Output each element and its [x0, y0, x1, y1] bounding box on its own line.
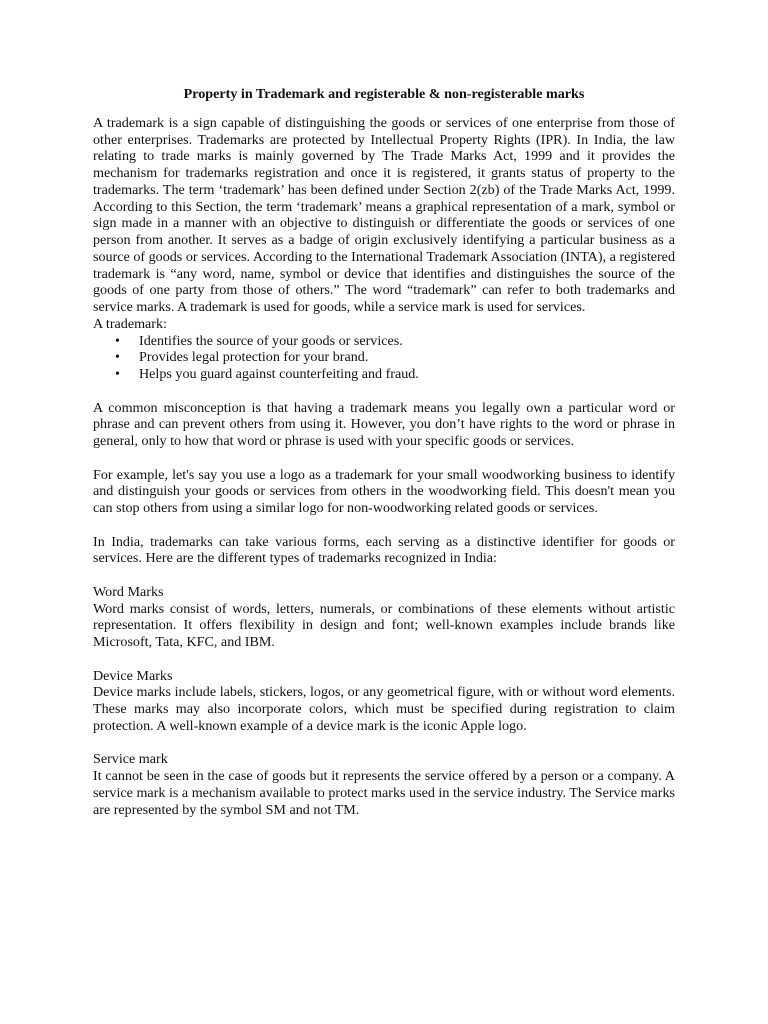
trademark-benefits-list	[93, 333, 675, 383]
list-item: • Helps you guard against counterfeiting and fraud.	[139, 366, 675, 383]
document-page	[93, 86, 675, 818]
section-heading-word-marks: Word Marks	[93, 583, 164, 600]
intro-paragraph: A trademark is a sign capable of distinguishing the goods or services of one enterprise from those of other enterprises. Trademarks are protected by Intellectual Property Rights (IPR). In India, the law relating to trade marks is mainly governed by The Trade Marks Act, 1999 and it provides the mechanism for trademarks registration and once it is registered, it grants status of property to the trademarks. The term ‘trademark’ has been defined under Section 2(zb) of the Trade Marks Act, 1999. According to this Section, the term ‘trademark’ means a graphical representation of a mark, symbol or sign made in a manner with an objective to distinguish or differentiate the goods or services of one person from another. It serves as a badge of origin exclusively identifying a particular business as a source of goods or services. According to the International Trademark Association (INTA), a registered trademark is “any word, name, symbol or device that identifies and distinguishes the source of the goods of one party from those of others.” The word “trademark” can refer to both trademarks and service marks. A trademark is used for goods, while a service mark is used for services.	[93, 114, 675, 315]
spacer	[93, 450, 675, 467]
section-body-word-marks: Word marks consist of words, letters, numerals, or combinations of these elements without artistic representation. It offers flexibility in design and font; well-known examples include brands like Microsoft, Tata, KFC, and IBM.	[93, 600, 675, 650]
types-intro-paragraph: In India, trademarks can take various forms, each serving as a distinctive identifier for goods or services. Here are the different types of trademarks recognized in India:	[93, 533, 675, 567]
example-paragraph: For example, let's say you use a logo as a trademark for your small woodworking business to identify and distinguish your goods or services from others in the woodworking field. This doesn't mean you can stop others from using a similar logo for non-woodworking related goods or services.	[93, 466, 675, 516]
section-heading-service-mark: Service mark	[93, 751, 168, 768]
section-heading-device-marks: Device Marks	[93, 667, 173, 684]
section-body-service-mark: It cannot be seen in the case of goods but it represents the service offered by a person or a company. A service mark is a mechanism available to protect marks used in the service industry. The Service marks are represented by the symbol SM and not TM.	[93, 768, 675, 818]
spacer	[93, 651, 675, 668]
spacer	[93, 517, 675, 534]
spacer	[93, 567, 675, 584]
list-item: • Identifies the source of your goods or services.	[139, 333, 675, 350]
document-title: Property in Trademark and registerable & non-registerable marks	[183, 86, 585, 102]
list-intro: A trademark:	[93, 315, 167, 332]
misconception-paragraph: A common misconception is that having a trademark means you legally own a particular word or phrase and can prevent others from using it. However, you don’t have rights to the word or phrase in general, only to how that word or phrase is used with your specific goods or services.	[93, 399, 675, 449]
section-body-device-marks: Device marks include labels, stickers, logos, or any geometrical figure, with or without word elements. These marks may also incorporate colors, which must be specified during registration to claim protection. A well-known example of a device mark is the iconic Apple logo.	[93, 684, 675, 734]
spacer	[93, 383, 675, 400]
spacer	[93, 735, 675, 752]
list-item: • Provides legal protection for your brand.	[139, 349, 675, 366]
